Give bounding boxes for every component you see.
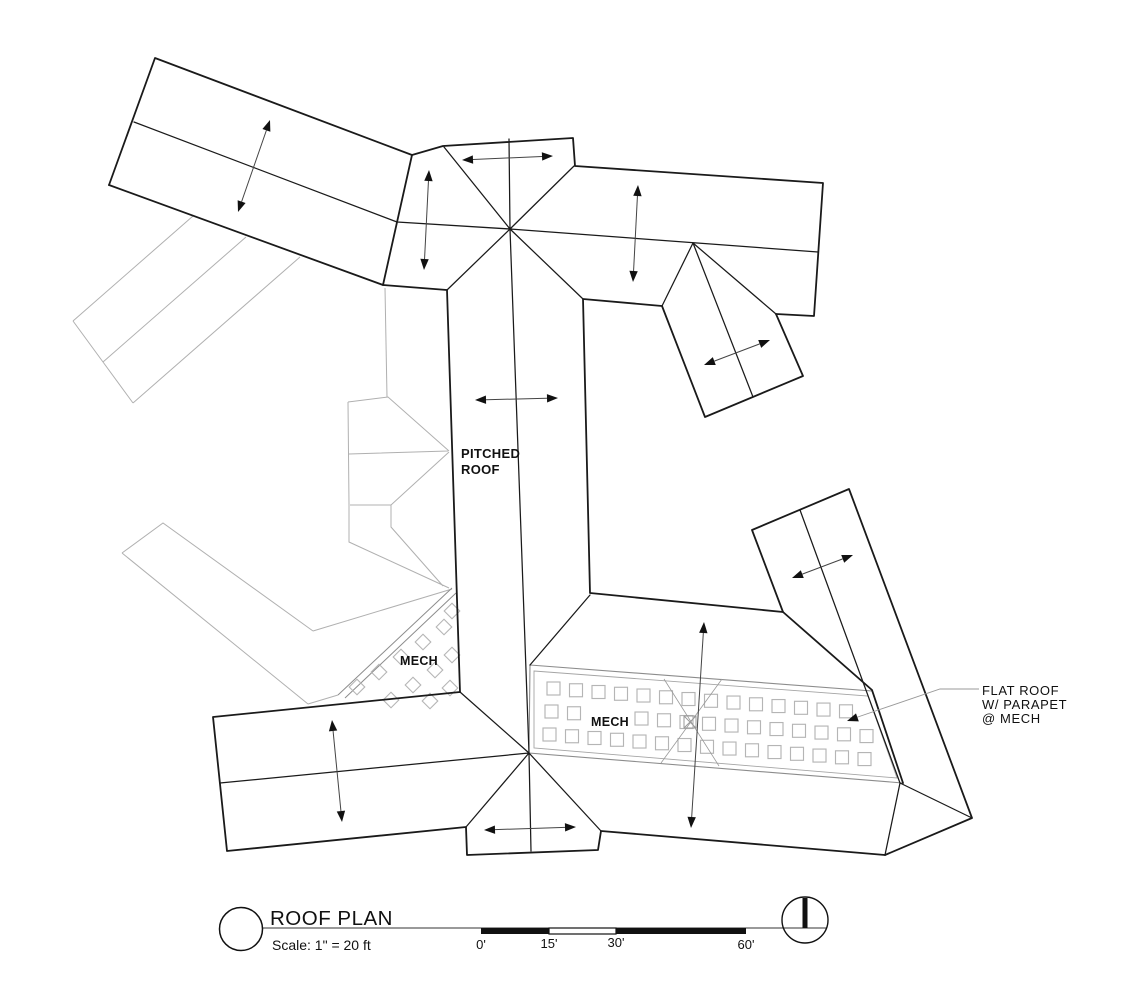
- ridge-hip-valley-lines: [134, 122, 972, 855]
- leader-line: [849, 689, 979, 720]
- flat-roof-annotation: [847, 683, 1067, 726]
- north-arrow-icon: [782, 897, 828, 943]
- flat-roof-note-line1: FLAT ROOF: [982, 683, 1060, 698]
- underlay-lower-roof-lines: [73, 216, 452, 704]
- scale-tick-60: 60': [737, 937, 755, 952]
- scale-tick-15: 15': [540, 936, 558, 951]
- roof-outer-edges: [109, 58, 972, 855]
- flat-roof-note-line2: W/ PARAPET: [982, 697, 1068, 712]
- sheet-scale: Scale: 1" = 20 ft: [272, 937, 371, 953]
- mech-left-label: MECH: [400, 654, 439, 668]
- pitched-roof-label-line1: PITCHED: [461, 446, 521, 461]
- left-mech-area: [338, 588, 460, 709]
- scale-bar-segment-filled-1: [481, 928, 549, 934]
- sheet-title: ROOF PLAN: [270, 907, 393, 930]
- scale-bar-segment-open: [549, 928, 616, 934]
- roof-drain: [684, 716, 696, 728]
- mech-right-label: MECH: [591, 715, 630, 729]
- scale-bar-segment-filled-2: [616, 928, 746, 934]
- plan-labels: [400, 446, 629, 729]
- pitched-roof-label-line2: ROOF: [461, 462, 500, 477]
- scale-tick-0: 0': [476, 937, 486, 952]
- drawing-number-bubble: [220, 908, 263, 951]
- left-mech-parapet: [338, 588, 456, 698]
- right-mech-area: [529, 665, 903, 783]
- scale-bar: [476, 928, 754, 952]
- scale-tick-30: 30': [607, 935, 625, 950]
- flat-roof-note-line3: @ MECH: [982, 711, 1041, 726]
